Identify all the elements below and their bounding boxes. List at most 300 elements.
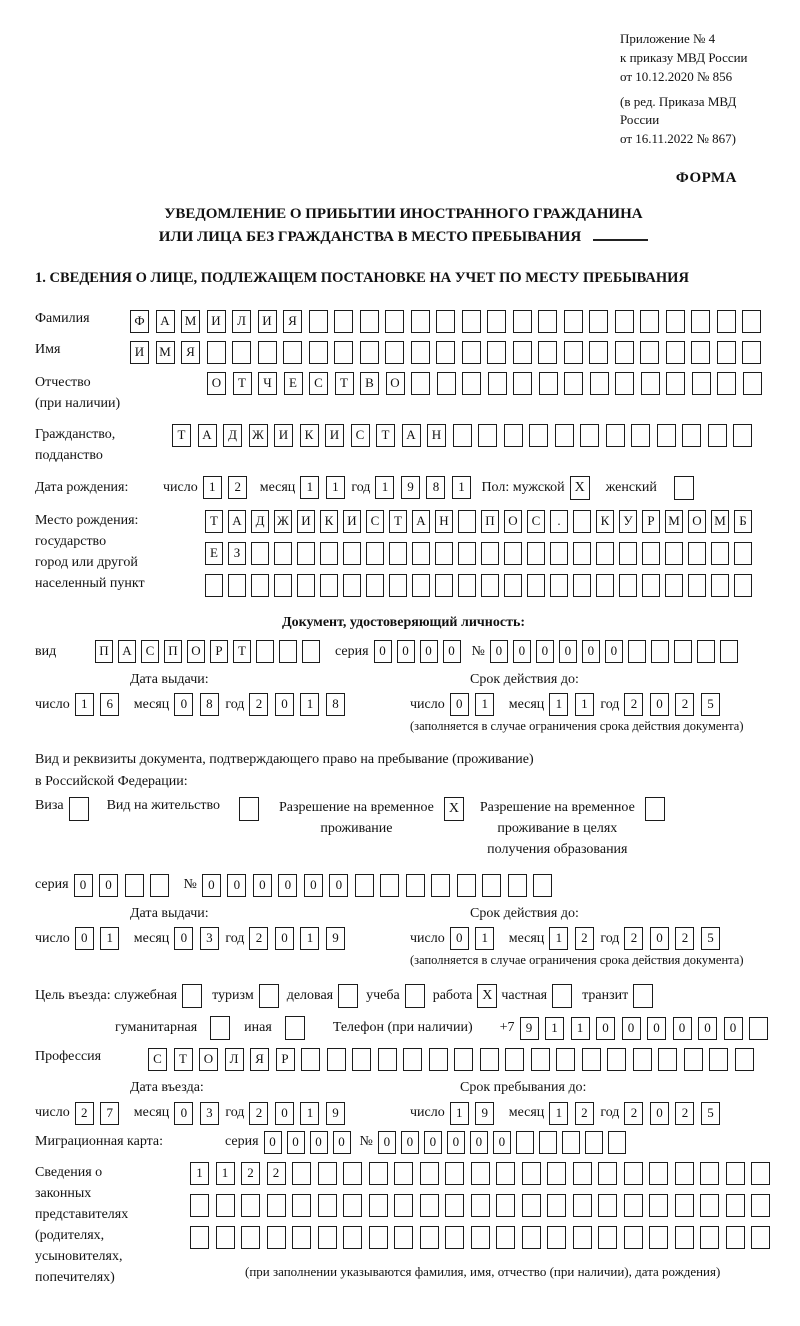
char-cell[interactable]: 3 [200,1102,219,1125]
char-cell[interactable] [700,1194,719,1217]
char-cell[interactable]: 1 [300,1102,319,1125]
char-cell[interactable]: 0 [513,640,531,663]
char-cell[interactable] [334,310,353,333]
char-cell[interactable]: 0 [647,1017,666,1040]
char-cell[interactable]: 2 [624,693,643,716]
char-cell[interactable] [547,1226,566,1249]
char-cell[interactable] [529,424,548,447]
char-cell[interactable] [642,542,660,565]
char-cell[interactable] [504,542,522,565]
char-cell[interactable]: Р [210,640,228,663]
char-cell[interactable]: 2 [228,476,247,499]
char-cell[interactable] [334,341,353,364]
char-cell[interactable]: 5 [701,1102,720,1125]
char-cell[interactable]: 7 [100,1102,119,1125]
char-cell[interactable]: 0 [698,1017,717,1040]
char-cell[interactable] [624,1162,643,1185]
purpose-business-checkbox[interactable] [338,984,358,1008]
char-cell[interactable]: 0 [397,640,415,663]
char-cell[interactable] [318,1226,337,1249]
char-cell[interactable]: 0 [374,640,392,663]
char-cell[interactable]: И [297,510,315,533]
char-cell[interactable] [734,542,752,565]
char-cell[interactable]: Я [181,341,200,364]
char-cell[interactable] [642,574,660,597]
char-cell[interactable]: Я [283,310,302,333]
char-cell[interactable]: 1 [75,693,94,716]
char-cell[interactable] [513,310,532,333]
char-cell[interactable] [380,874,399,897]
char-cell[interactable] [318,1194,337,1217]
char-cell[interactable] [241,1226,260,1249]
char-cell[interactable]: Н [435,510,453,533]
char-cell[interactable] [207,341,226,364]
char-cell[interactable] [504,424,523,447]
char-cell[interactable] [711,574,729,597]
char-cell[interactable]: И [207,310,226,333]
char-cell[interactable]: 1 [475,693,494,716]
char-cell[interactable]: Т [376,424,395,447]
char-cell[interactable]: М [711,510,729,533]
char-cell[interactable] [403,1048,422,1071]
char-cell[interactable] [406,874,425,897]
char-cell[interactable]: С [351,424,370,447]
char-cell[interactable] [596,542,614,565]
char-cell[interactable] [513,341,532,364]
char-cell[interactable] [700,1226,719,1249]
char-cell[interactable] [256,640,274,663]
char-cell[interactable]: С [527,510,545,533]
char-cell[interactable] [697,640,715,663]
char-cell[interactable] [251,542,269,565]
char-cell[interactable]: П [164,640,182,663]
char-cell[interactable] [487,310,506,333]
char-cell[interactable] [487,341,506,364]
purpose-study-checkbox[interactable] [405,984,425,1008]
char-cell[interactable] [742,341,761,364]
char-cell[interactable]: 9 [326,927,345,950]
char-cell[interactable]: 0 [275,927,294,950]
purpose-transit-checkbox[interactable] [633,984,653,1008]
char-cell[interactable] [292,1162,311,1185]
char-cell[interactable]: 0 [650,693,669,716]
char-cell[interactable]: А [228,510,246,533]
char-cell[interactable] [505,1048,524,1071]
char-cell[interactable] [301,1048,320,1071]
char-cell[interactable] [150,874,169,897]
char-cell[interactable]: 0 [420,640,438,663]
char-cell[interactable]: 0 [424,1131,442,1154]
char-cell[interactable] [496,1162,515,1185]
char-cell[interactable] [726,1226,745,1249]
char-cell[interactable] [547,1162,566,1185]
char-cell[interactable]: 0 [450,693,469,716]
char-cell[interactable] [297,574,315,597]
char-cell[interactable]: 0 [401,1131,419,1154]
char-cell[interactable] [631,424,650,447]
char-cell[interactable]: 0 [622,1017,641,1040]
char-cell[interactable] [411,341,430,364]
char-cell[interactable]: Т [233,372,252,395]
char-cell[interactable]: 0 [559,640,577,663]
char-cell[interactable] [573,1194,592,1217]
char-cell[interactable]: О [504,510,522,533]
char-cell[interactable]: Л [225,1048,244,1071]
char-cell[interactable]: 2 [675,1102,694,1125]
char-cell[interactable] [751,1226,770,1249]
char-cell[interactable] [589,310,608,333]
purpose-tourism-checkbox[interactable] [259,984,279,1008]
char-cell[interactable]: А [198,424,217,447]
char-cell[interactable]: 0 [650,927,669,950]
char-cell[interactable] [726,1162,745,1185]
char-cell[interactable]: 9 [520,1017,539,1040]
char-cell[interactable] [458,542,476,565]
char-cell[interactable] [411,310,430,333]
char-cell[interactable]: 0 [174,1102,193,1125]
char-cell[interactable]: 0 [378,1131,396,1154]
char-cell[interactable] [241,1194,260,1217]
char-cell[interactable] [513,372,532,395]
char-cell[interactable] [462,341,481,364]
char-cell[interactable] [292,1194,311,1217]
char-cell[interactable] [258,341,277,364]
char-cell[interactable]: 1 [475,927,494,950]
char-cell[interactable]: 5 [701,693,720,716]
purpose-other-checkbox[interactable] [285,1016,305,1040]
char-cell[interactable] [675,1194,694,1217]
char-cell[interactable]: 2 [241,1162,260,1185]
char-cell[interactable] [649,1226,668,1249]
char-cell[interactable] [504,574,522,597]
char-cell[interactable] [360,310,379,333]
char-cell[interactable]: 1 [300,476,319,499]
char-cell[interactable]: Ж [249,424,268,447]
char-cell[interactable] [691,310,710,333]
char-cell[interactable]: М [665,510,683,533]
char-cell[interactable]: М [156,341,175,364]
char-cell[interactable] [735,1048,754,1071]
char-cell[interactable]: А [412,510,430,533]
char-cell[interactable] [733,424,752,447]
char-cell[interactable]: И [258,310,277,333]
char-cell[interactable]: 2 [624,1102,643,1125]
purpose-official-checkbox[interactable] [182,984,202,1008]
char-cell[interactable]: 1 [450,1102,469,1125]
char-cell[interactable] [343,1162,362,1185]
char-cell[interactable] [431,874,450,897]
char-cell[interactable] [606,424,625,447]
char-cell[interactable] [481,574,499,597]
char-cell[interactable] [436,341,455,364]
char-cell[interactable]: 2 [575,1102,594,1125]
char-cell[interactable] [658,1048,677,1071]
char-cell[interactable] [352,1048,371,1071]
char-cell[interactable] [619,574,637,597]
char-cell[interactable]: 2 [249,927,268,950]
char-cell[interactable] [385,310,404,333]
char-cell[interactable] [522,1162,541,1185]
purpose-work-checkbox[interactable]: X [477,984,497,1008]
char-cell[interactable]: К [596,510,614,533]
char-cell[interactable] [675,1162,694,1185]
char-cell[interactable]: А [402,424,421,447]
char-cell[interactable]: 0 [174,693,193,716]
char-cell[interactable] [522,1226,541,1249]
char-cell[interactable] [564,372,583,395]
char-cell[interactable]: З [228,542,246,565]
char-cell[interactable]: 0 [304,874,323,897]
char-cell[interactable]: Т [205,510,223,533]
char-cell[interactable]: 1 [549,1102,568,1125]
char-cell[interactable]: 1 [300,927,319,950]
char-cell[interactable] [190,1226,209,1249]
char-cell[interactable]: О [207,372,226,395]
char-cell[interactable] [564,341,583,364]
char-cell[interactable] [420,1226,439,1249]
char-cell[interactable]: 0 [278,874,297,897]
char-cell[interactable] [378,1048,397,1071]
char-cell[interactable]: П [481,510,499,533]
char-cell[interactable] [366,542,384,565]
char-cell[interactable] [533,874,552,897]
char-cell[interactable] [496,1226,515,1249]
char-cell[interactable] [471,1194,490,1217]
char-cell[interactable] [228,574,246,597]
char-cell[interactable] [343,1194,362,1217]
char-cell[interactable]: 6 [100,693,119,716]
char-cell[interactable]: Ф [130,310,149,333]
char-cell[interactable] [457,874,476,897]
char-cell[interactable] [445,1194,464,1217]
char-cell[interactable] [267,1194,286,1217]
char-cell[interactable]: 0 [536,640,554,663]
char-cell[interactable] [458,574,476,597]
char-cell[interactable] [590,372,609,395]
char-cell[interactable] [674,640,692,663]
char-cell[interactable] [640,341,659,364]
char-cell[interactable] [366,574,384,597]
char-cell[interactable] [488,372,507,395]
char-cell[interactable]: 0 [264,1131,282,1154]
char-cell[interactable] [522,1194,541,1217]
char-cell[interactable] [480,1048,499,1071]
char-cell[interactable] [318,1162,337,1185]
char-cell[interactable]: К [320,510,338,533]
char-cell[interactable]: 9 [475,1102,494,1125]
char-cell[interactable] [516,1131,534,1154]
char-cell[interactable]: 2 [75,1102,94,1125]
char-cell[interactable]: 1 [575,693,594,716]
char-cell[interactable]: 9 [401,476,420,499]
char-cell[interactable] [478,424,497,447]
char-cell[interactable] [496,1194,515,1217]
char-cell[interactable] [628,640,646,663]
char-cell[interactable]: Я [250,1048,269,1071]
char-cell[interactable]: 1 [375,476,394,499]
char-cell[interactable] [700,1162,719,1185]
char-cell[interactable] [435,574,453,597]
char-cell[interactable] [619,542,637,565]
char-cell[interactable] [666,372,685,395]
char-cell[interactable]: 1 [326,476,345,499]
char-cell[interactable] [562,1131,580,1154]
char-cell[interactable] [708,424,727,447]
char-cell[interactable]: 0 [596,1017,615,1040]
char-cell[interactable]: П [95,640,113,663]
char-cell[interactable] [355,874,374,897]
char-cell[interactable] [531,1048,550,1071]
char-cell[interactable] [589,341,608,364]
char-cell[interactable]: Д [251,510,269,533]
char-cell[interactable]: 0 [310,1131,328,1154]
char-cell[interactable] [389,574,407,597]
char-cell[interactable] [216,1226,235,1249]
char-cell[interactable] [125,874,144,897]
char-cell[interactable] [320,542,338,565]
char-cell[interactable] [309,310,328,333]
gender-male-checkbox[interactable]: X [570,476,590,500]
char-cell[interactable]: 3 [200,927,219,950]
char-cell[interactable]: 0 [75,927,94,950]
char-cell[interactable]: 9 [326,1102,345,1125]
char-cell[interactable]: Ж [274,510,292,533]
purpose-humanitarian-checkbox[interactable] [210,1016,230,1040]
char-cell[interactable]: А [118,640,136,663]
char-cell[interactable] [580,424,599,447]
char-cell[interactable]: С [366,510,384,533]
char-cell[interactable] [720,640,738,663]
char-cell[interactable] [688,574,706,597]
char-cell[interactable] [666,341,685,364]
char-cell[interactable]: 0 [493,1131,511,1154]
char-cell[interactable]: 0 [253,874,272,897]
char-cell[interactable] [624,1226,643,1249]
char-cell[interactable] [389,542,407,565]
temp-residence-edu-checkbox[interactable] [645,797,665,821]
char-cell[interactable] [624,1194,643,1217]
char-cell[interactable]: 8 [200,693,219,716]
char-cell[interactable] [369,1226,388,1249]
char-cell[interactable] [437,372,456,395]
char-cell[interactable] [343,574,361,597]
char-cell[interactable] [598,1194,617,1217]
char-cell[interactable] [573,1162,592,1185]
char-cell[interactable]: 1 [571,1017,590,1040]
char-cell[interactable]: 0 [673,1017,692,1040]
char-cell[interactable] [538,310,557,333]
char-cell[interactable]: С [141,640,159,663]
char-cell[interactable] [582,1048,601,1071]
char-cell[interactable]: Т [335,372,354,395]
char-cell[interactable] [640,310,659,333]
char-cell[interactable]: 0 [174,927,193,950]
char-cell[interactable] [343,542,361,565]
char-cell[interactable]: С [148,1048,167,1071]
char-cell[interactable] [267,1226,286,1249]
char-cell[interactable]: 0 [329,874,348,897]
char-cell[interactable] [734,574,752,597]
char-cell[interactable]: 0 [74,874,93,897]
char-cell[interactable]: 0 [450,927,469,950]
char-cell[interactable] [743,372,762,395]
char-cell[interactable] [274,542,292,565]
char-cell[interactable] [717,341,736,364]
char-cell[interactable] [471,1226,490,1249]
char-cell[interactable] [462,310,481,333]
char-cell[interactable] [709,1048,728,1071]
char-cell[interactable] [751,1194,770,1217]
char-cell[interactable]: 1 [549,693,568,716]
char-cell[interactable] [649,1194,668,1217]
char-cell[interactable] [649,1162,668,1185]
purpose-private-checkbox[interactable] [552,984,572,1008]
char-cell[interactable] [749,1017,768,1040]
char-cell[interactable]: Т [389,510,407,533]
char-cell[interactable]: 0 [333,1131,351,1154]
char-cell[interactable] [682,424,701,447]
char-cell[interactable] [445,1226,464,1249]
char-cell[interactable] [555,424,574,447]
char-cell[interactable]: 1 [549,927,568,950]
char-cell[interactable] [412,542,430,565]
char-cell[interactable]: Т [172,424,191,447]
char-cell[interactable] [573,1226,592,1249]
char-cell[interactable] [527,542,545,565]
char-cell[interactable] [665,542,683,565]
char-cell[interactable] [327,1048,346,1071]
char-cell[interactable] [607,1048,626,1071]
char-cell[interactable] [471,1162,490,1185]
char-cell[interactable]: 1 [452,476,471,499]
char-cell[interactable] [190,1194,209,1217]
char-cell[interactable] [394,1162,413,1185]
char-cell[interactable] [360,341,379,364]
char-cell[interactable]: О [688,510,706,533]
char-cell[interactable]: И [130,341,149,364]
char-cell[interactable] [666,310,685,333]
residence-permit-checkbox[interactable] [239,797,259,821]
char-cell[interactable] [615,341,634,364]
char-cell[interactable] [297,542,315,565]
char-cell[interactable]: И [325,424,344,447]
char-cell[interactable]: 2 [249,1102,268,1125]
char-cell[interactable] [615,310,634,333]
char-cell[interactable] [369,1194,388,1217]
char-cell[interactable] [445,1162,464,1185]
char-cell[interactable] [527,574,545,597]
char-cell[interactable]: Л [232,310,251,333]
char-cell[interactable] [665,574,683,597]
char-cell[interactable]: 1 [216,1162,235,1185]
char-cell[interactable] [411,372,430,395]
char-cell[interactable] [608,1131,626,1154]
char-cell[interactable] [302,640,320,663]
char-cell[interactable] [508,874,527,897]
char-cell[interactable]: 8 [426,476,445,499]
char-cell[interactable] [651,640,669,663]
char-cell[interactable] [675,1226,694,1249]
char-cell[interactable]: 1 [203,476,222,499]
char-cell[interactable] [309,341,328,364]
char-cell[interactable]: Е [284,372,303,395]
char-cell[interactable] [573,510,591,533]
char-cell[interactable] [585,1131,603,1154]
char-cell[interactable]: 0 [605,640,623,663]
char-cell[interactable] [688,542,706,565]
char-cell[interactable]: Б [734,510,752,533]
char-cell[interactable] [216,1194,235,1217]
